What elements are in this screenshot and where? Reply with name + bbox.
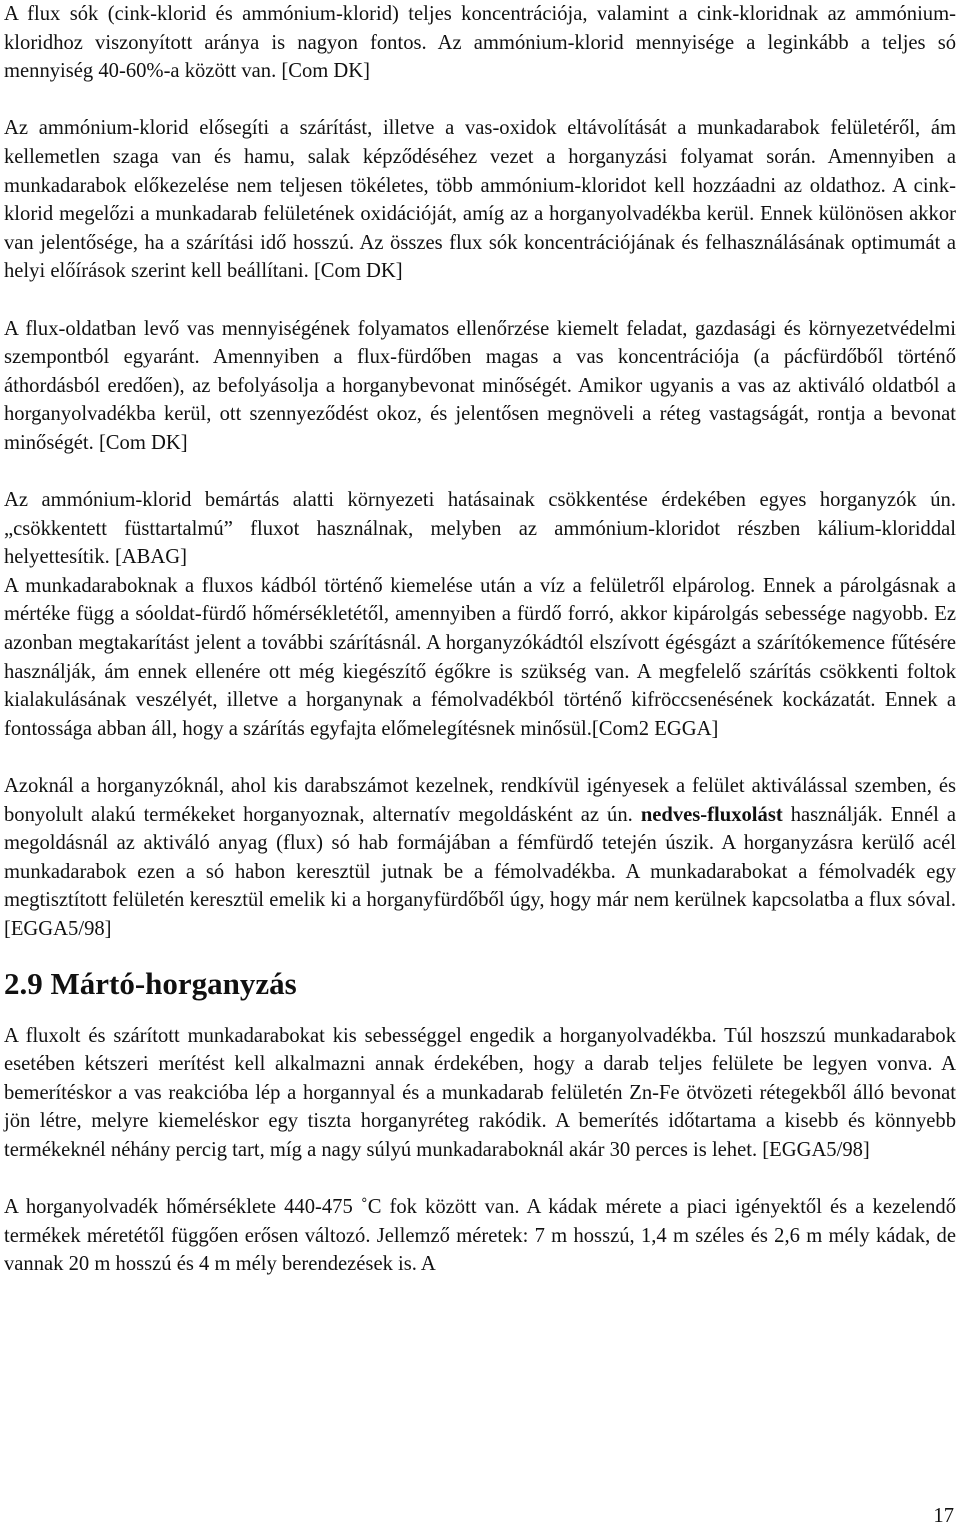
paragraph-drying: A munkadaraboknak a fluxos kádból történő kiemelése után a víz a felületről elpárolog. Ennek a párolgásnak a mértéke függ a sóoldat-fürdő hőmérsékletétől, amennyiben a fürdő forró, akkor kipárolgás sebessége nagyobb. Ez azonban megtakarítást jelent a további szárításnál. A horganyzókádtól elszívott égésgázt a szárítókemence fűtésére használják, ám ennek ellenére ott még kiegészítő égőkre is szükség van. A megfelelő szárítás csökkenti foltok kialakulásának veszélyét, illetve a horganynak a fémolvadékból történő kifröccsenésének kockázatát. Ennek a fontossága abban áll, hogy a szárítás egyfajta előmelegítésnek minősül.[Com2 EGGA] <box>4 574 956 740</box>
paragraph-reduced-fume-flux: Az ammónium-klorid bemártás alatti környezeti hatásainak csökkentése érdekében egyes horganyzók ún. „csökkentett füsttartalmú” fluxot használnak, melyben az ammónium-kloridot részben kálium-kloriddal helyettesítik. [ABAG] <box>4 489 956 569</box>
wet-fluxing-text-before: Azoknál a horganyzóknál, ahol kis darabszámot kezelnek, rendkívül igényesek a felület aktiválással szemben, és bonyolult alakú termékeket horganyoznak, alternatív megoldásként az ún. <box>4 775 956 826</box>
paragraph-gap <box>4 743 956 772</box>
paragraph-gap <box>4 458 956 487</box>
paragraph-flux-salts: A flux sók (cink-klorid és ammónium-klorid) teljes koncentrációja, valamint a cink-kloridnak az ammónium-kloridhoz viszonyított aránya is nagyon fontos. Az ammónium-klorid mennyisége a leginkább a teljes só mennyiség 40-60%-a között van. [Com DK] <box>4 3 956 83</box>
page-number: 17 <box>933 1505 954 1527</box>
document-page <box>4 0 956 1279</box>
wet-fluxing-text-after: használják. Ennél a megoldásnál az aktiváló anyag (flux) só hab formájában a fémfürdő tetején úszik. A horganyzásra kerülő acél munkadarabok ezen a só habon keresztül jutnak be a fémolvadékba. A munkadarabokat a fémolvadék egy megtisztított felületén keresztül emelik ki a horganyfürdőből úgy, hogy már nem kerülnek kapcsolatba a flux sóval. [EGGA5/98] <box>4 803 956 940</box>
paragraph-bath-temperature: A horganyolvadék hőmérséklete 440-475 ˚C fok között van. A kádak mérete a piaci igényektől és a kezelendő termékek méretétől függően erősen változó. Jellemző méretek: 7 m hosszú, 1,4 m széles és 2,6 m mély kádak, de vannak 20 m hosszú és 4 m mély berendezések is. A <box>4 1196 956 1276</box>
wet-fluxing-term: nedves-fluxolást <box>640 803 783 826</box>
paragraph-wet-fluxing <box>4 772 956 944</box>
paragraph-gap <box>4 86 956 115</box>
paragraph-gap <box>4 1165 956 1194</box>
paragraph-iron-content: A flux-oldatban levő vas mennyiségének folyamatos ellenőrzése kiemelt feladat, gazdasági és környezetvédelmi szempontból egyaránt. Amennyiben a flux-fürdőben magas a vas koncentrációja (a pácfürdőből történő áthordásból eredően), az befolyásolja a horganybevonat minőségét. Amikor ugyanis a vas az aktiváló oldatból a horganyolvadékba kerül, ott szennyeződést okoz, és jelentősen megnöveli a réteg vastagságát, rontja a bevonat minőségét. [Com DK] <box>4 317 956 454</box>
paragraph-gap <box>4 286 956 315</box>
heading-gap <box>4 1004 956 1022</box>
paragraph-ammonium-chloride: Az ammónium-klorid elősegíti a szárítást, illetve a vas-oxidok eltávolítását a munkadarabok felületéről, ám kellemetlen szaga van és hamu, salak képződéséhez vezet a horganyzási folyamat során. Amennyiben a munkadarabok előkezelése nem teljesen tökéletes, több ammónium-kloridot kell hozzáadni az oldathoz. A cink-klorid megelőzi a munkadarab felületének oxidációját, amíg az a horganyolvadékba kerül. Ennek különösen akkor van jelentősége, ha a szárítási idő hosszú. Az összes flux sók koncentrációjának és felhasználásának optimumát a helyi előírások szerint kell beállítani. [Com DK] <box>4 117 956 283</box>
section-heading: 2.9 Mártó-horganyzás <box>4 965 297 1001</box>
paragraph-dipping: A fluxolt és szárított munkadarabokat kis sebességgel engedik a horganyolvadékba. Túl hoszszú munkadarabok esetében kétszeri merítést kell alkalmazni annak érdekében, hogy a darab teljes felülete be legyen vonva. A bemerítéskor a vas reakcióba lép a horgannyal és a munkadarab felületén Zn-Fe ötvözeti rétegekből álló bevonat jön létre, melyre kiemeléskor egy tiszta horganyréteg rakódik. A bemerítés időtartama a kisebb és könnyebb termékeknél néhány percig tart, míg a nagy súlyú munkadaraboknál akár 30 perces is lehet. [EGGA5/98] <box>4 1024 956 1161</box>
